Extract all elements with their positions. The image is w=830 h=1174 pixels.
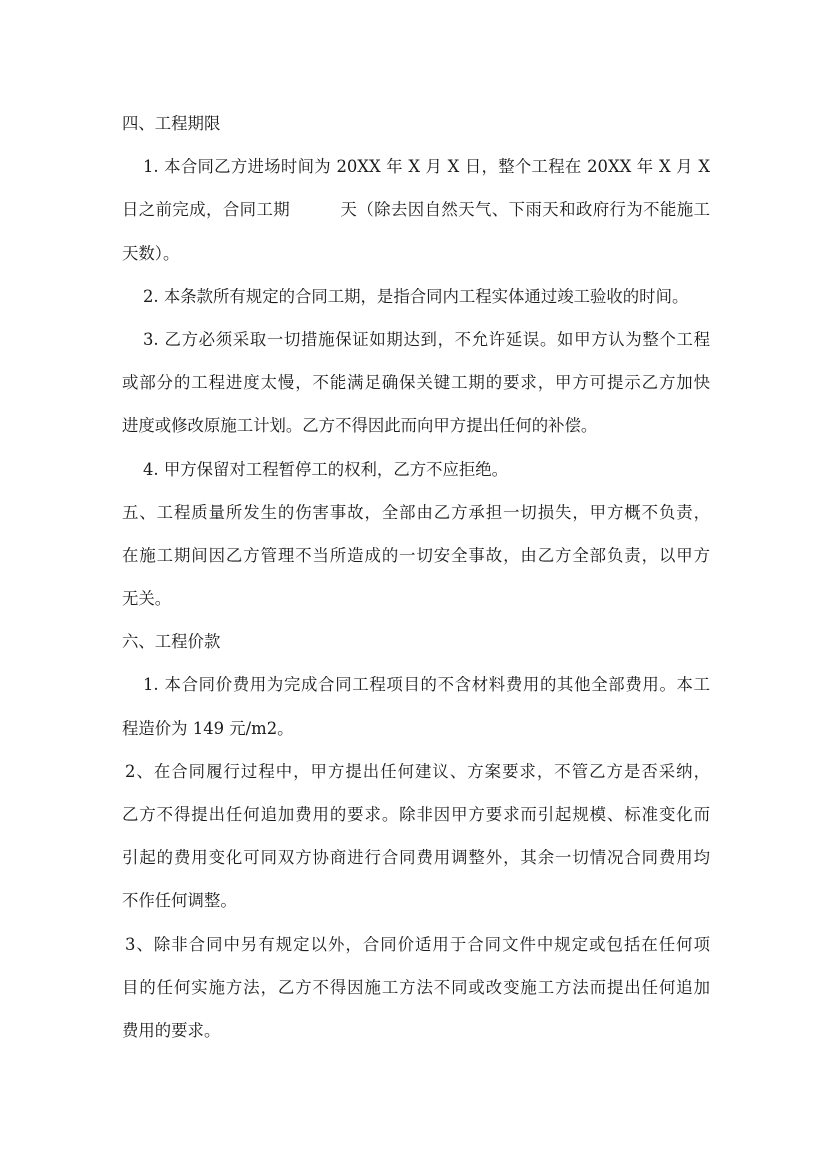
paragraph bbox=[122, 102, 710, 145]
paragraph bbox=[122, 275, 710, 318]
text-line: 不作任何调整。 bbox=[122, 891, 237, 911]
text-line: 目的任何实施方法，乙方不得因施工方法不同或改变施工方法而提出任何追加 bbox=[122, 977, 710, 997]
paragraph bbox=[122, 750, 710, 923]
text-line: 引起的费用变化可同双方协商进行合同费用调整外，其余一切情况合同费用均 bbox=[122, 848, 710, 868]
text-line: 1. 本合同乙方进场时间为 20XX 年 X 月 X 日，整个工程在 20XX 年 X 月 X bbox=[143, 157, 710, 177]
text-line: 无关。 bbox=[122, 589, 172, 609]
text-line: 或部分的工程进度太慢，不能满足确保关键工期的要求，甲方可提示乙方加快 bbox=[122, 373, 710, 393]
text-line: 4. 甲方保留对工程暂停工的权利，乙方不应拒绝。 bbox=[143, 459, 509, 479]
paragraph bbox=[122, 145, 710, 275]
text-line: 四、工程期限 bbox=[122, 114, 221, 133]
text-line: 天数）。 bbox=[122, 243, 180, 263]
text-line: 在施工期间因乙方管理不当所造成的一切安全事故，由乙方全部负责，以甲方 bbox=[122, 545, 710, 565]
text-line: 3、除非合同中另有规定以外，合同价适用于合同文件中规定或包括在任何项 bbox=[125, 934, 710, 954]
text-line: 费用的要求。 bbox=[122, 1020, 221, 1040]
text-line: 五、工程质量所发生的伤害事故，全部由乙方承担一切损失，甲方概不负责， bbox=[122, 502, 710, 522]
paragraph bbox=[122, 448, 710, 491]
text-line: 3. 乙方必须采取一切措施保证如期达到，不允许延误。如甲方认为整个工程 bbox=[143, 329, 710, 349]
paragraph bbox=[122, 620, 710, 663]
text-line: 程造价为 149 元/m2。 bbox=[122, 718, 294, 738]
text-line: 1. 本合同价费用为完成合同工程项目的不含材料费用的其他全部费用。本工 bbox=[143, 675, 710, 695]
document-page bbox=[122, 102, 710, 1052]
text-line: 六、工程价款 bbox=[122, 632, 221, 652]
paragraph bbox=[122, 318, 710, 448]
paragraph bbox=[122, 923, 710, 1053]
text-line: 乙方不得提出任何追加费用的要求。除非因甲方要求而引起规模、标准变化而 bbox=[122, 805, 710, 824]
text-line: 日之前完成，合同工期 天（除去因自然天气、下雨天和政府行为不能施工 bbox=[122, 200, 710, 220]
paragraph bbox=[122, 491, 710, 621]
text-line: 2、在合同履行过程中，甲方提出任何建议、方案要求，不管乙方是否采纳， bbox=[125, 761, 710, 781]
text-line: 进度或修改原施工计划。乙方不得因此而向甲方提出任何的补偿。 bbox=[122, 416, 598, 436]
text-line: 2. 本条款所有规定的合同工期，是指合同内工程实体通过竣工验收的时间。 bbox=[143, 286, 689, 306]
paragraph bbox=[122, 663, 710, 749]
